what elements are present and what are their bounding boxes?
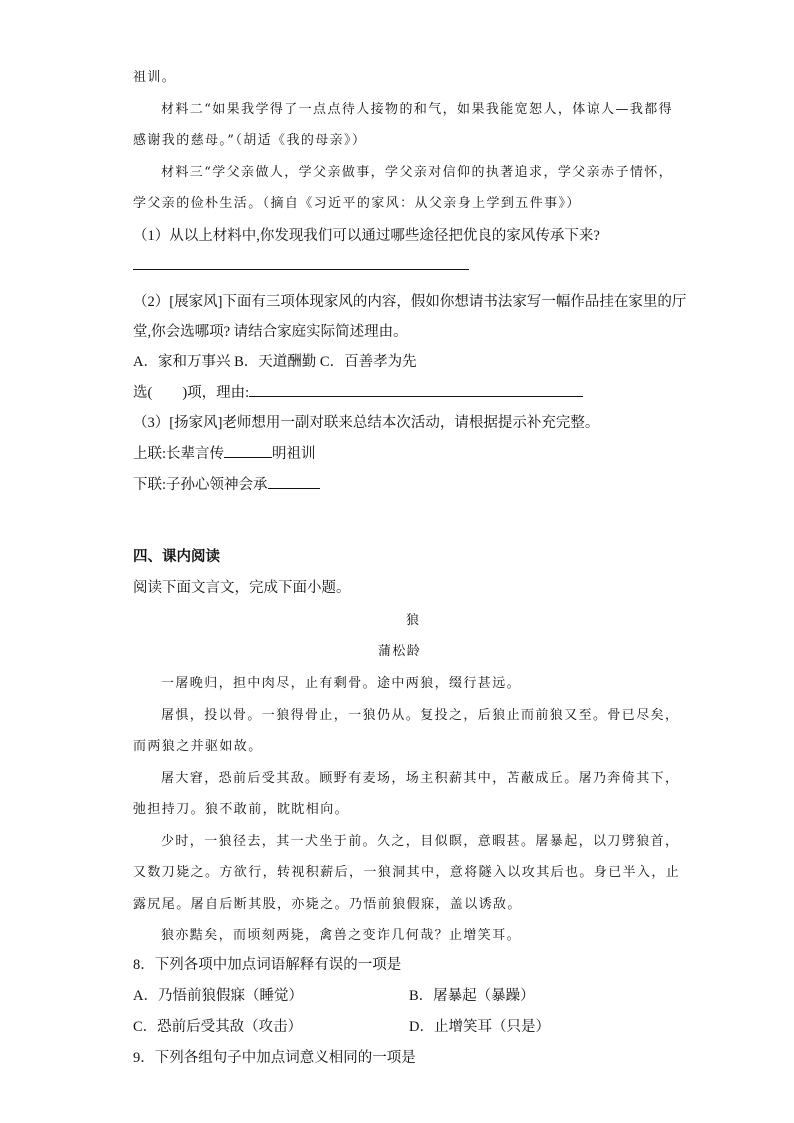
couplet-lower-blank[interactable] — [268, 474, 320, 489]
poem-author: 蒲松龄 — [378, 644, 422, 659]
question-1: （1）从以上材料中,你发现我们可以通过哪些途径把优良的家风传承下来? — [133, 228, 600, 244]
choice-reason-label: )项，理由: — [182, 385, 250, 401]
question-2-line-2: 堂,你会选哪项? 请结合家庭实际简述理由。 — [133, 324, 408, 340]
reason-answer-line[interactable] — [249, 382, 583, 397]
choice-prefix: 选( — [133, 385, 153, 401]
material-2-line-2: 感谢我的慈母。”（胡适《我的母亲》） — [133, 133, 367, 148]
couplet-upper-start: 上联:长辈言传 — [133, 446, 225, 462]
passage-line: 又数刀毙之。方欲行，转视积薪后，一狼洞其中，意将隧入以攻其后也。身已半入，止 — [133, 865, 681, 880]
poem-title: 狼 — [406, 613, 421, 628]
passage-line: 狼亦黠矣，而顷刻两毙，禽兽之变诈几何哉？止增笑耳。 — [161, 928, 522, 943]
option-b[interactable]: B．屠暴起（暴躁） — [409, 988, 535, 1004]
passage-line: 一屠晚归，担中肉尽，止有剩骨。途中两狼，缀行甚远。 — [161, 676, 522, 691]
passage-line: 屠大窘，恐前后受其敌。顾野有麦场，场主积薪其中，苫蔽成丘。屠乃奔倚其下， — [161, 771, 680, 786]
couplet-lower-start: 下联:子孙心领神会承 — [133, 477, 268, 493]
material-3-line-1: 材料三“学父亲做人，学父亲做事，学父亲对信仰的执著追求，学父亲赤子情怀， — [161, 165, 674, 180]
couplet-upper-end: 明祖训 — [272, 446, 316, 462]
passage-line: 弛担持刀。狼不敢前，眈眈相向。 — [133, 802, 350, 817]
question-2-line-1: （2）[展家风]下面有三项体现家风的内容，假如你想请书法家写一幅作品挂在家里的厅 — [133, 294, 687, 310]
question-2-choice-line — [133, 381, 583, 402]
material-3-line-2: 学父亲的俭朴生活。（摘自《习近平的家风：从父亲身上学到五件事》） — [133, 196, 581, 211]
material-2-line-1: 材料二“如果我学得了一点点待人接物的和气，如果我能宽恕人，体谅人—我都得 — [161, 102, 674, 117]
option-c[interactable]: C．恐前后受其敌（攻击） — [133, 1019, 303, 1035]
question-8: 8．下列各项中加点词语解释有误的一项是 — [133, 957, 402, 973]
passage-line: 屠惧，投以骨。一狼得骨止，一狼仍从。复投之，后狼止而前狼又至。骨已尽矣， — [161, 708, 680, 723]
question-2-options: A．家和万事兴 B．天道酬勤 C．百善孝为先 — [133, 354, 417, 370]
question-8-options-row-1 — [133, 984, 535, 1005]
passage-line: 露尻尾。屠自后断其股，亦毙之。乃悟前狼假寐，盖以诱敌。 — [133, 897, 522, 912]
question-8-options-row-2 — [133, 1015, 550, 1036]
couplet-upper — [133, 442, 316, 463]
couplet-upper-blank[interactable] — [224, 443, 272, 458]
option-d[interactable]: D．止增笑耳（只是） — [409, 1019, 550, 1035]
answer-line-q1[interactable] — [133, 269, 469, 270]
question-3: （3）[扬家风]老师想用一副对联来总结本次活动，请根据提示补充完整。 — [133, 415, 600, 431]
option-a[interactable]: A．乃悟前狼假寐（睡觉） — [133, 988, 303, 1004]
passage-line: 少时，一狼径去，其一犬坐于前。久之，目似瞑，意暇甚。屠暴起，以刀劈狼首， — [161, 834, 680, 849]
section-title: 四、课内阅读 — [133, 549, 220, 565]
passage-line: 而两狼之并驱如故。 — [133, 739, 263, 754]
reading-instruction: 阅读下面文言文，完成下面小题。 — [133, 580, 351, 596]
top-fragment: 祖训。 — [133, 70, 177, 85]
couplet-lower — [133, 473, 320, 494]
question-9: 9．下列各组句子中加点词意义相同的一项是 — [133, 1050, 416, 1066]
